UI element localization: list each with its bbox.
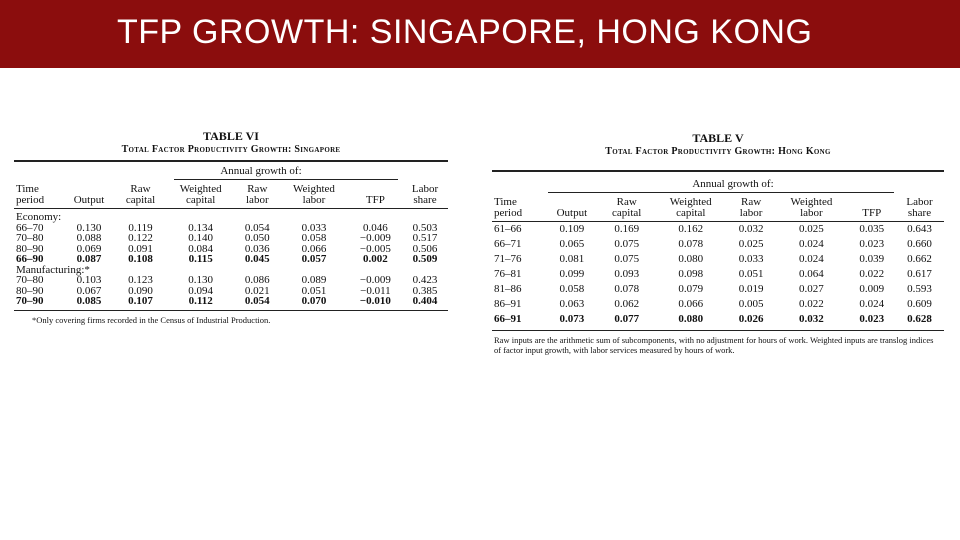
value-cell: 0.005 — [738, 298, 764, 310]
value-cell: 0.109 — [559, 223, 585, 235]
value-cell: 0.099 — [559, 268, 585, 280]
value-cell: 0.162 — [678, 223, 704, 235]
period-cell: 80–90 — [16, 284, 44, 297]
value-cell: 0.063 — [559, 298, 585, 310]
value-cell: 0.609 — [907, 298, 932, 310]
column-header-line: labor — [800, 206, 823, 219]
column-header-line: Weighted — [293, 183, 335, 195]
value-cell: 0.423 — [412, 274, 438, 286]
value-cell: 0.058 — [301, 232, 327, 244]
value-cell: 0.057 — [301, 253, 327, 265]
value-cell: 0.084 — [188, 242, 214, 255]
period-cell: 66–90 — [16, 253, 44, 265]
value-cell: 0.517 — [412, 232, 438, 244]
period-cell: 81–86 — [494, 283, 522, 295]
value-cell: 0.025 — [738, 238, 764, 250]
value-cell: 0.024 — [799, 238, 824, 250]
value-cell: 0.039 — [859, 253, 885, 265]
value-cell: −0.009 — [359, 232, 391, 244]
column-header — [279, 180, 349, 209]
value-cell: 0.509 — [412, 253, 438, 265]
value-cell: 0.022 — [799, 298, 824, 310]
value-cell: 0.115 — [188, 253, 213, 265]
value-cell: 0.628 — [907, 313, 932, 325]
value-cell: 0.123 — [128, 274, 153, 286]
column-header-line: Output — [556, 206, 588, 219]
value-cell: 0.093 — [614, 268, 640, 280]
column-header — [774, 193, 848, 222]
period-cell: 80–90 — [16, 242, 44, 255]
value-cell: 0.045 — [244, 253, 270, 265]
value-cell: 0.643 — [907, 223, 932, 235]
value-cell: 0.024 — [799, 253, 824, 265]
value-cell: 0.032 — [738, 223, 764, 235]
period-cell: 66–71 — [494, 238, 522, 250]
value-cell: 0.075 — [614, 238, 640, 250]
column-header-line: Time — [494, 196, 517, 208]
column-header-line: Weighted — [179, 183, 222, 195]
value-cell: 0.032 — [799, 313, 824, 325]
table-row — [14, 296, 448, 310]
period-cell: 70–80 — [16, 274, 44, 286]
value-cell: 0.062 — [614, 298, 640, 310]
value-cell: 0.094 — [188, 284, 214, 297]
value-cell: 0.119 — [128, 221, 153, 234]
value-cell: 0.051 — [738, 268, 764, 280]
column-header-line: Weighted — [790, 196, 833, 208]
table-row — [492, 297, 944, 312]
column-header-line: share — [413, 193, 437, 206]
value-cell: 0.078 — [678, 238, 704, 250]
column-header-line: labor — [246, 193, 269, 206]
column-header — [895, 193, 944, 222]
column-header-line: period — [494, 206, 523, 219]
column-header-line: capital — [125, 193, 156, 206]
value-cell: 0.009 — [859, 283, 885, 295]
table-row — [492, 252, 944, 267]
column-header — [600, 193, 654, 222]
value-cell: 0.107 — [128, 295, 153, 307]
value-cell: −0.005 — [359, 242, 391, 255]
column-header — [115, 180, 166, 209]
column-header — [728, 193, 774, 222]
table-row — [492, 282, 944, 297]
value-cell: 0.054 — [244, 221, 270, 234]
value-cell: 0.073 — [559, 313, 585, 325]
value-cell: 0.025 — [799, 223, 824, 235]
value-cell: 0.065 — [559, 238, 585, 250]
value-cell: 0.019 — [738, 283, 764, 295]
value-cell: 0.098 — [678, 268, 704, 280]
value-cell: 0.086 — [244, 274, 270, 286]
column-header-line: Raw — [130, 183, 151, 195]
value-cell: −0.010 — [359, 295, 391, 307]
value-cell: 0.404 — [412, 295, 438, 307]
table-row — [492, 312, 944, 330]
singapore-table-panel — [14, 130, 448, 325]
column-header-line: capital — [185, 193, 216, 206]
value-cell: 0.662 — [907, 253, 932, 265]
value-cell: 0.022 — [859, 268, 885, 280]
column-header-line: TFP — [862, 206, 882, 219]
singapore-footnote: *Only covering firms recorded in the Census of Industrial Production. — [32, 314, 271, 325]
hongkong-table-subtitle: Total Factor Productivity Growth: Hong Kong — [605, 146, 831, 157]
column-header-line: Raw — [247, 183, 268, 195]
value-cell: 0.169 — [614, 223, 640, 235]
period-cell: 86–91 — [494, 298, 522, 310]
value-cell: 0.080 — [678, 253, 704, 265]
value-cell: −0.009 — [359, 274, 391, 286]
value-cell: 0.081 — [559, 253, 585, 265]
column-header-line: share — [907, 206, 932, 219]
column-header-line: TFP — [365, 193, 385, 206]
bottom-rule — [492, 330, 944, 331]
value-cell: 0.091 — [128, 242, 153, 255]
hongkong-footnote: Raw inputs are the arithmetic sum of subcomponents, with no adjustment for hours of work. Weighted inputs are translog indices of factor input growth, with labor services measured by hours of work. — [494, 335, 934, 355]
period-cell: 61–66 — [494, 223, 522, 235]
value-cell: 0.134 — [188, 221, 214, 234]
singapore-data-table — [14, 180, 448, 310]
value-cell: 0.130 — [76, 221, 102, 234]
bottom-rule — [14, 310, 448, 311]
column-header — [14, 180, 63, 209]
annual-growth-label: Annual growth of: — [220, 165, 302, 177]
value-cell: 0.078 — [614, 283, 640, 295]
value-cell: 0.066 — [678, 298, 704, 310]
value-cell: 0.090 — [128, 284, 153, 297]
value-cell: 0.079 — [678, 283, 704, 295]
table-row — [492, 267, 944, 282]
column-header — [402, 180, 448, 209]
value-cell: 0.051 — [301, 284, 327, 297]
value-cell: 0.087 — [76, 253, 102, 265]
column-header-line: Raw — [741, 196, 762, 208]
value-cell: 0.112 — [188, 295, 213, 307]
value-cell: 0.506 — [412, 242, 438, 255]
value-cell: 0.054 — [244, 295, 270, 307]
title-bar — [0, 0, 960, 68]
value-cell: 0.069 — [76, 242, 102, 255]
column-header-line: period — [16, 193, 45, 206]
value-cell: 0.033 — [301, 221, 327, 234]
value-cell: 0.660 — [907, 238, 932, 250]
hongkong-table-panel — [492, 132, 944, 355]
column-header-line: labor — [739, 206, 763, 219]
value-cell: 0.140 — [188, 232, 214, 244]
value-cell: 0.385 — [412, 284, 438, 297]
table-row — [14, 275, 448, 286]
table-row — [14, 233, 448, 244]
period-cell: 70–90 — [16, 295, 44, 307]
section-label: Economy: — [16, 211, 62, 223]
value-cell: 0.089 — [301, 274, 327, 286]
value-cell: 0.593 — [907, 283, 932, 295]
value-cell: 0.103 — [76, 274, 102, 286]
column-header-line: Labor — [411, 183, 439, 195]
column-header-line: Time — [16, 183, 39, 195]
column-header — [235, 180, 279, 209]
hongkong-data-table — [492, 193, 944, 330]
table-row — [14, 254, 448, 265]
slide-title: TFP GROWTH: SINGAPORE, HONG KONG — [117, 13, 813, 51]
period-cell: 70–80 — [16, 232, 44, 244]
value-cell: 0.122 — [128, 232, 153, 244]
value-cell: 0.108 — [128, 253, 153, 265]
value-cell: 0.002 — [363, 253, 388, 265]
column-header-line: capital — [612, 206, 642, 219]
value-cell: 0.130 — [188, 274, 214, 286]
column-header — [349, 180, 402, 209]
column-header-line: Weighted — [669, 196, 712, 208]
section-row — [14, 209, 448, 223]
section-label: Manufacturing:* — [16, 263, 90, 276]
value-cell: 0.026 — [738, 313, 764, 325]
hongkong-table-title: TABLE V — [692, 131, 744, 145]
period-cell: 66–91 — [494, 313, 522, 325]
value-cell: 0.080 — [678, 313, 704, 325]
value-cell: 0.064 — [799, 268, 824, 280]
value-cell: 0.066 — [301, 242, 327, 255]
value-cell: −0.011 — [360, 284, 391, 297]
value-cell: 0.021 — [244, 284, 270, 297]
annual-growth-label: Annual growth of: — [692, 178, 774, 190]
period-cell: 66–70 — [16, 221, 44, 234]
column-header — [166, 180, 236, 209]
value-cell: 0.027 — [799, 283, 824, 295]
value-cell: 0.088 — [76, 232, 102, 244]
column-header-line: Raw — [616, 196, 637, 208]
value-cell: 0.617 — [907, 268, 932, 280]
value-cell: 0.070 — [301, 295, 327, 307]
column-header — [849, 193, 895, 222]
period-cell: 76–81 — [494, 268, 522, 280]
value-cell: 0.077 — [614, 313, 640, 325]
value-cell: 0.033 — [738, 253, 764, 265]
singapore-table-subtitle: Total Factor Productivity Growth: Singapore — [121, 144, 341, 155]
value-cell: 0.023 — [859, 238, 885, 250]
column-header — [544, 193, 600, 222]
value-cell: 0.046 — [363, 221, 388, 234]
singapore-table-title: TABLE VI — [203, 129, 259, 143]
value-cell: 0.058 — [559, 283, 585, 295]
column-header-line: Labor — [906, 196, 933, 208]
column-header — [63, 180, 115, 209]
column-header-line: Output — [73, 193, 105, 206]
column-header — [654, 193, 728, 222]
value-cell: 0.050 — [244, 232, 270, 244]
table-row — [492, 222, 944, 238]
period-cell: 71–76 — [494, 253, 522, 265]
value-cell: 0.036 — [244, 242, 270, 255]
value-cell: 0.503 — [412, 221, 438, 234]
value-cell: 0.085 — [76, 295, 102, 307]
value-cell: 0.067 — [76, 284, 102, 297]
value-cell: 0.035 — [859, 223, 885, 235]
value-cell: 0.023 — [859, 313, 885, 325]
column-header-line: labor — [302, 193, 326, 206]
value-cell: 0.024 — [859, 298, 885, 310]
column-header-line: capital — [676, 206, 706, 219]
column-header — [492, 193, 544, 222]
table-row — [492, 237, 944, 252]
value-cell: 0.075 — [614, 253, 640, 265]
